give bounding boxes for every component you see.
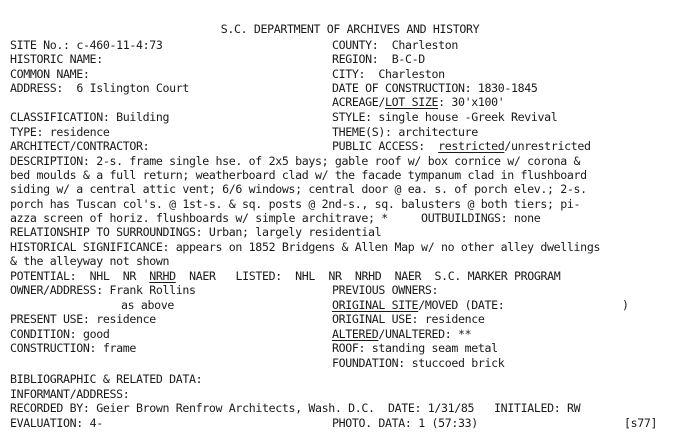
acreage-label: ACREAGE/: [332, 95, 386, 109]
construction-value: frame: [102, 341, 136, 355]
owner-row: [10, 283, 196, 298]
photo-data-row: [332, 416, 478, 431]
roof-label: ROOF:: [332, 341, 366, 355]
moved-label: /MOVED (DATE:: [418, 297, 505, 312]
themes-value: architecture: [398, 124, 478, 139]
county-value: Charleston: [391, 38, 458, 52]
potential-row: [10, 269, 560, 284]
significance-line: & the alleyway not shown: [10, 254, 170, 268]
recorded-date-value: 1/31/85: [427, 401, 475, 415]
description-line: bed moulds & a full return; weatherboard clad w/ the facade tympanum clad in flushboard: [10, 168, 587, 182]
description-line: siding w/ a central attic vent; 6/6 windows; central door @ ea. s. of porch elev.; 2-s.: [10, 182, 587, 196]
original-use-value: residence: [424, 312, 485, 326]
unaltered-label: /UNALTERED:: [378, 326, 452, 341]
foundation-row: [332, 356, 504, 371]
potential-naer: NAER: [189, 268, 216, 283]
type-value: residence: [49, 124, 110, 139]
county-row: [332, 38, 458, 53]
description-line: porch has Tuscan col's. @ 1st-s. & sq. posts @ 2nd-s., sq. balusters @ both tiers; pi-: [10, 196, 581, 211]
present-use-row: [10, 312, 156, 327]
common-name-label: COMMON NAME:: [10, 66, 90, 81]
style-label: STYLE:: [332, 110, 372, 124]
style-value: single house -Greek Revival: [378, 110, 558, 124]
region-value: B-C-D: [391, 52, 425, 66]
address-value: 6 Islington Court: [76, 81, 190, 95]
condition-value: good: [82, 326, 110, 341]
architect-label: ARCHITECT/CONTRACTOR:: [10, 139, 150, 153]
lot-size-label: LOT SIZE: [385, 95, 439, 109]
type-row: [10, 125, 109, 140]
altered-label: ALTERED: [332, 326, 379, 341]
relationship-line: RELATIONSHIP TO SURROUNDINGS: Urban; largely residential: [10, 225, 382, 239]
classification-value: Building: [116, 110, 170, 124]
present-use-label: PRESENT USE:: [10, 312, 90, 326]
recorded-by-value: Geier Brown Renfrow Architects, Wash. D.C.: [96, 401, 375, 415]
public-access-label: PUBLIC ACCESS:: [332, 139, 425, 153]
restricted-value: restricted: [438, 139, 505, 153]
form-title: S.C. DEPARTMENT OF ARCHIVES AND HISTORY: [220, 22, 480, 36]
recorded-date-label: DATE:: [387, 401, 422, 415]
marker-program: S.C. MARKER PROGRAM: [434, 268, 561, 283]
recorded-by-row: [10, 401, 580, 416]
description-line: DESCRIPTION: 2-s. frame single hse. of 2x5 bays; gable roof w/ box cornice w/ corona &: [10, 153, 581, 168]
themes-label: THEME(S):: [332, 124, 392, 139]
classification-row: [10, 110, 169, 125]
foundation-label: FOUNDATION:: [332, 355, 405, 370]
initialed-label: INITIALED:: [494, 401, 561, 415]
potential-label: POTENTIAL:: [10, 268, 77, 283]
site-no-value: c-460-11-4:73: [76, 38, 163, 52]
region-row: [332, 52, 425, 67]
roof-value: standing seam metal: [371, 341, 498, 355]
altered-row: [332, 327, 471, 342]
owner-label: OWNER/ADDRESS:: [10, 283, 103, 297]
potential-nrhd: NRHD: [149, 268, 176, 283]
original-use-row: [332, 312, 485, 327]
evaluation-value: 4-: [89, 415, 103, 430]
lot-size-value: : 30'x100': [438, 95, 505, 109]
informant-label: INFORMANT/ADDRESS:: [10, 386, 130, 401]
photo-data-label: PHOTO. DATA:: [332, 415, 412, 430]
condition-label: CONDITION:: [10, 326, 77, 341]
construction-date-value: 1830-1845: [477, 81, 538, 95]
city-label: CITY:: [332, 66, 366, 81]
construction-label: CONSTRUCTION:: [10, 341, 97, 355]
recorded-by-label: RECORDED BY:: [10, 401, 90, 415]
original-site-row: [332, 298, 504, 313]
listed-naer: NAER: [394, 268, 422, 283]
type-label: TYPE:: [10, 124, 44, 139]
previous-owners-label: PREVIOUS OWNERS:: [332, 283, 439, 297]
evaluation-row: [10, 416, 103, 431]
region-label: REGION:: [332, 52, 379, 66]
roof-row: [332, 341, 498, 356]
present-use-value: residence: [96, 312, 156, 326]
site-no-label: SITE No.:: [10, 38, 70, 52]
description-line: azza screen of horiz. flushboards w/ simple architrave; * OUTBUILDINGS: none: [10, 211, 541, 225]
city-row: [332, 67, 445, 82]
themes-row: [332, 125, 478, 140]
style-row: [332, 110, 557, 125]
historic-name-label: HISTORIC NAME:: [10, 52, 103, 66]
lot-size-row: [332, 95, 504, 110]
classification-label: CLASSIFICATION:: [10, 110, 110, 124]
address-row: [10, 81, 189, 96]
unrestricted-value: /unrestricted: [504, 139, 591, 153]
owner-name: Frank Rollins: [109, 283, 196, 297]
condition-row: [10, 327, 109, 342]
altered-value: **: [458, 326, 472, 341]
foundation-value: stuccoed brick: [411, 355, 505, 370]
photo-data-value: 1 (57:33): [418, 415, 478, 430]
listed-nr: NR: [328, 268, 342, 283]
initialed-value: RW: [567, 401, 581, 415]
original-use-label: ORIGINAL USE:: [332, 312, 419, 326]
owner-address: as above: [121, 297, 175, 312]
potential-nhl: NHL: [89, 268, 110, 283]
construction-date-label: DATE OF CONSTRUCTION:: [332, 81, 472, 95]
moved-date-close: ): [622, 297, 629, 312]
public-access-row: [332, 139, 591, 154]
listed-label: LISTED:: [235, 268, 282, 283]
site-no-row: [10, 38, 163, 53]
potential-nr: NR: [122, 268, 136, 283]
significance-line: HISTORICAL SIGNIFICANCE: appears on 1852 Bridgens & Allen Map w/ no other alley dwellings: [10, 239, 601, 254]
listed-nhl: NHL: [295, 268, 316, 283]
county-label: COUNTY:: [332, 38, 379, 52]
listed-nrhd: NRHD: [354, 268, 382, 283]
original-site-label: ORIGINAL SITE: [332, 297, 419, 312]
city-value: Charleston: [378, 66, 445, 81]
bibliographic-label: BIBLIOGRAPHIC & RELATED DATA:: [10, 372, 203, 386]
address-label: ADDRESS:: [10, 81, 64, 95]
construction-row: [10, 341, 136, 356]
evaluation-label: EVALUATION:: [10, 415, 83, 430]
page-reference: [s77]: [624, 415, 658, 430]
construction-date-row: [332, 81, 538, 96]
